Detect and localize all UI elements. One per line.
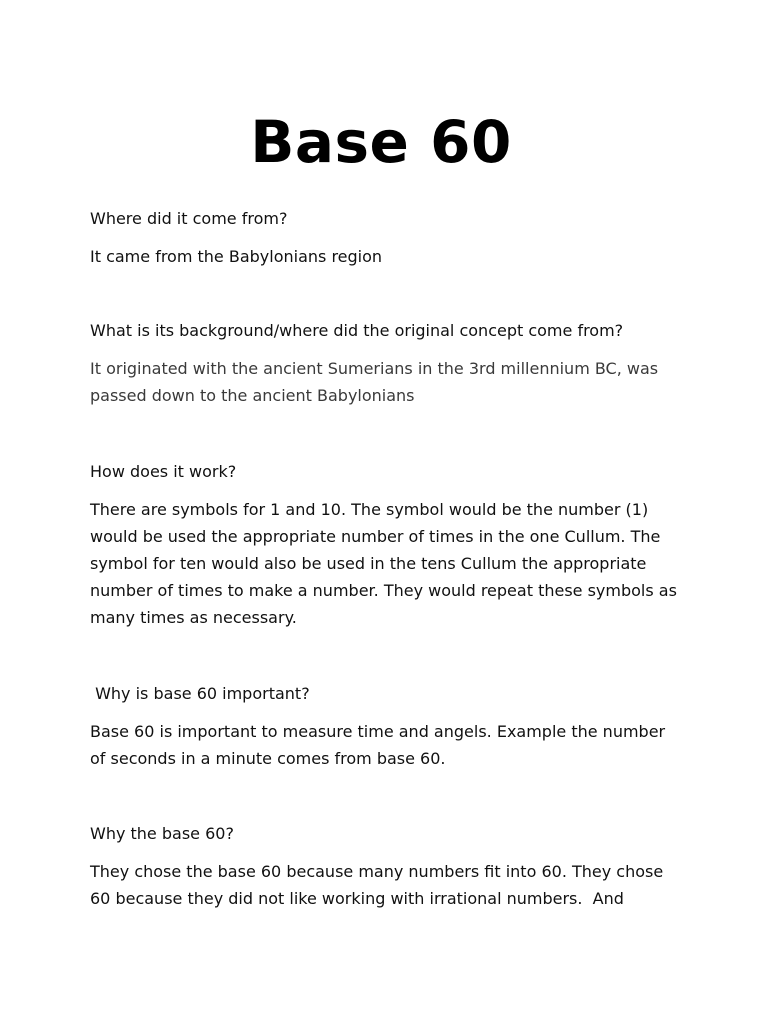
answer-origin: It came from the Babylonians region bbox=[90, 247, 383, 266]
answer-background: It originated with the ancient Sumerians in the 3rd millennium BC, was passed down to the ancient Babylonians bbox=[90, 359, 664, 405]
question-importance: Why is base 60 important? bbox=[90, 684, 310, 703]
page-title: Base 60 bbox=[250, 108, 512, 176]
answer-importance: Base 60 is important to measure time and angels. Example the number of seconds in a minute comes from base 60. bbox=[90, 722, 671, 768]
question-background: What is its background/where did the original concept come from? bbox=[90, 321, 624, 340]
question-why-base-60: Why the base 60? bbox=[90, 824, 234, 843]
question-how-it-works: How does it work? bbox=[90, 462, 237, 481]
answer-why-base-60: They chose the base 60 because many numbers fit into 60. They chose 60 because they did not like working with irrational numbers. And bbox=[90, 862, 669, 908]
answer-how-it-works: There are symbols for 1 and 10. The symbol would be the number (1) would be used the appropriate number of times in the one Cullum. The symbol for ten would also be used in the tens Cullum the appropriate number of times to make a number. They would repeat these symbols as many times as necessary. bbox=[90, 500, 683, 627]
question-origin: Where did it come from? bbox=[90, 209, 288, 228]
